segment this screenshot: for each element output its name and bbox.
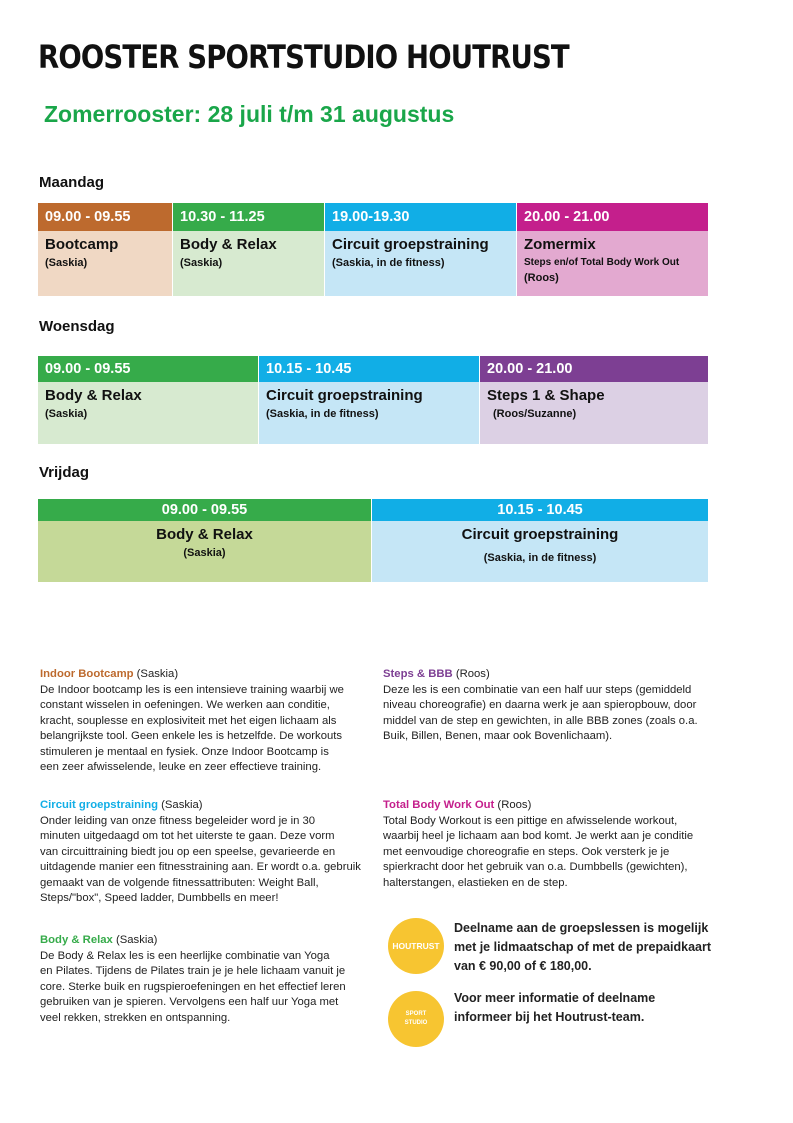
class-name: Body & Relax — [45, 387, 142, 404]
trainer-name: (Roos) — [524, 272, 559, 284]
slot-time: 19.00-19.30 — [325, 203, 516, 231]
slot-body — [38, 521, 371, 582]
trainer-name: (Saskia, in de fitness) — [483, 552, 597, 564]
slot-maandag-2 — [173, 203, 325, 296]
slot-body — [259, 382, 479, 444]
slot-time: 10.15 - 10.45 — [372, 499, 708, 521]
info-note — [454, 989, 744, 1027]
slot-time: 09.00 - 09.55 — [38, 499, 371, 521]
schedule-maandag — [38, 203, 708, 296]
slot-time: 10.15 - 10.45 — [259, 356, 479, 382]
description-line: De Body & Relax les is een heerlijke combinatie van Yoga — [40, 949, 330, 962]
description-line: Buik, Billen, Benen, maar ook Bovenlichaam). — [383, 730, 613, 742]
description-circuit — [40, 798, 370, 907]
description-heading: Body & Relax — [40, 934, 113, 946]
description-line: Total Body Workout is een pittige en afwisselende workout, — [383, 814, 678, 827]
note-line: Voor meer informatie of deelname — [454, 991, 656, 1005]
description-steps-bbb — [383, 667, 723, 745]
description-line: stimuleren je mentaal en fysiek. Onze Indoor Bootcamp is — [40, 745, 329, 758]
class-name: Circuit groepstraining — [461, 526, 619, 543]
slot-woensdag-3 — [480, 356, 708, 444]
description-trainer: (Saskia) — [112, 934, 158, 946]
slot-time: 20.00 - 21.00 — [517, 203, 708, 231]
participation-note — [454, 919, 744, 976]
description-line: belangrijkste tool. Geen enkele les is hetzelfde. De workouts — [40, 730, 343, 742]
schedule-woensdag — [38, 356, 708, 444]
slot-body — [480, 382, 708, 444]
trainer-name: (Saskia) — [45, 257, 88, 269]
note-line: met je lidmaatschap of met de prepaidkaart — [454, 940, 712, 954]
schedule-subtitle: Zomerrooster: 28 juli t/m 31 augustus — [44, 101, 455, 127]
trainer-name: (Saskia) — [180, 257, 223, 269]
class-name: Body & Relax — [180, 236, 277, 253]
description-line: veel rekken, strekken en ontspanning. — [40, 1011, 231, 1024]
note-line: van € 90,00 of € 180,00. — [454, 959, 592, 973]
description-heading: Indoor Bootcamp — [40, 668, 134, 680]
description-trainer: (Saskia) — [158, 799, 203, 811]
description-line: niveau choreografie) en daarna werk je aan spieropbouw, door — [383, 699, 697, 711]
sportstudio-logo — [388, 991, 444, 1047]
day-label-woensdag: Woensdag — [39, 318, 115, 335]
trainer-name: (Saskia, in de fitness) — [266, 408, 379, 420]
class-name: Zomermix — [524, 236, 596, 253]
page-title: ROOSTER SPORTSTUDIO HOUTRUST — [38, 38, 569, 76]
note-line: informeer bij het Houtrust-team. — [454, 1010, 645, 1024]
slot-vrijdag-2 — [372, 499, 708, 582]
houtrust-logo-text: HOUTRUST — [392, 940, 440, 951]
class-name: Steps 1 & Shape — [487, 387, 605, 404]
description-line: Onder leiding van onze fitness begeleider word je in 30 — [40, 814, 316, 827]
trainer-name: (Saskia) — [45, 408, 88, 420]
description-heading: Steps & BBB — [383, 668, 453, 680]
description-heading: Total Body Work Out — [383, 799, 495, 811]
description-line: Deze les is een combinatie van een half uur steps (gemiddeld — [383, 683, 692, 696]
slot-time: 20.00 - 21.00 — [480, 356, 708, 382]
slot-vrijdag-1 — [38, 499, 372, 582]
description-line: gebruiken van je spieren. Vervolgens een half uur Yoga met — [40, 996, 339, 1008]
note-line: Deelname aan de groepslessen is mogelijk — [454, 921, 709, 935]
slot-body — [325, 231, 516, 296]
description-trainer: (Saskia) — [133, 668, 179, 680]
class-name: Body & Relax — [156, 526, 253, 543]
trainer-name: (Saskia) — [183, 547, 226, 559]
slot-time: 09.00 - 09.55 — [38, 203, 172, 231]
description-trainer: (Roos) — [452, 668, 490, 680]
description-total-body — [383, 798, 728, 891]
description-line: van circuittraining biedt jou op een speelse, gevarieerde en — [40, 845, 336, 858]
slot-body — [38, 231, 172, 296]
description-line: uitdagende manier een fitnesstraining aan. Er wordt o.a. gebruik — [40, 861, 361, 873]
slot-maandag-4 — [517, 203, 708, 296]
description-line: een zeer afwisselende, leuke en zeer effectieve training. — [40, 761, 322, 773]
description-line: waarbij heel je lichaam aan bod komt. Je werkt aan je conditie — [383, 830, 694, 842]
description-line: halterstangen, elastieken en de step. — [383, 876, 568, 889]
slot-time: 10.30 - 11.25 — [173, 203, 324, 231]
slot-maandag-1 — [38, 203, 173, 296]
slot-maandag-3 — [325, 203, 517, 296]
trainer-name: (Saskia, in de fitness) — [332, 257, 445, 269]
description-trainer: (Roos) — [494, 799, 532, 811]
class-extra: Steps en/of Total Body Work Out — [524, 257, 680, 268]
slot-body — [173, 231, 324, 296]
description-line: met eenvoudige choreografie en steps. Ook versterk je je — [383, 845, 670, 858]
description-line: core. Sterke buik en rugspieroefeningen en het effectief leren — [40, 980, 346, 993]
slot-body — [38, 382, 258, 444]
description-line: De Indoor bootcamp les is een intensieve training waarbij we — [40, 683, 344, 696]
day-label-vrijdag: Vrijdag — [39, 464, 90, 481]
houtrust-logo — [388, 918, 444, 974]
description-line: middel van de step en gewichten, in alle BBB zones (zoals o.a. — [383, 714, 698, 727]
description-line: gemaakt van de volgende fitnessattributen: Weight Ball, — [40, 876, 319, 889]
class-name: Circuit groepstraining — [332, 236, 489, 253]
schedule-vrijdag — [38, 499, 708, 582]
trainer-name: (Roos/Suzanne) — [493, 408, 577, 420]
slot-time: 09.00 - 09.55 — [38, 356, 258, 382]
description-line: constant wisselen in oefeningen. We werken aan conditie, — [40, 699, 330, 711]
description-line: Steps/"box", Speed ladder, Dumbbells en meer! — [40, 892, 279, 904]
description-line: minuten uitgedaagd om tot het uiterste te gaan. Deze vorm — [40, 830, 335, 842]
description-line: spierkracht door het gebruik van o.a. Dumbbells (gewichten), — [383, 861, 688, 873]
slot-woensdag-2 — [259, 356, 480, 444]
description-bootcamp — [40, 667, 370, 776]
class-name: Circuit groepstraining — [266, 387, 423, 404]
sportstudio-logo-line2: STUDIO — [404, 1020, 428, 1026]
sportstudio-logo-line1: SPORT — [405, 1011, 427, 1017]
class-name: Bootcamp — [45, 236, 119, 253]
slot-body — [372, 521, 708, 582]
description-heading: Circuit groepstraining — [40, 799, 158, 811]
description-line: en Pilates. Tijdens de Pilates train je je hele lichaam vanuit je — [40, 965, 346, 977]
description-line: kracht, souplesse en explosiviteit met het eigen lichaam als — [40, 714, 337, 727]
slot-body — [517, 231, 708, 296]
day-label-maandag: Maandag — [39, 174, 105, 191]
slot-woensdag-1 — [38, 356, 259, 444]
description-body-relax — [40, 933, 370, 1026]
